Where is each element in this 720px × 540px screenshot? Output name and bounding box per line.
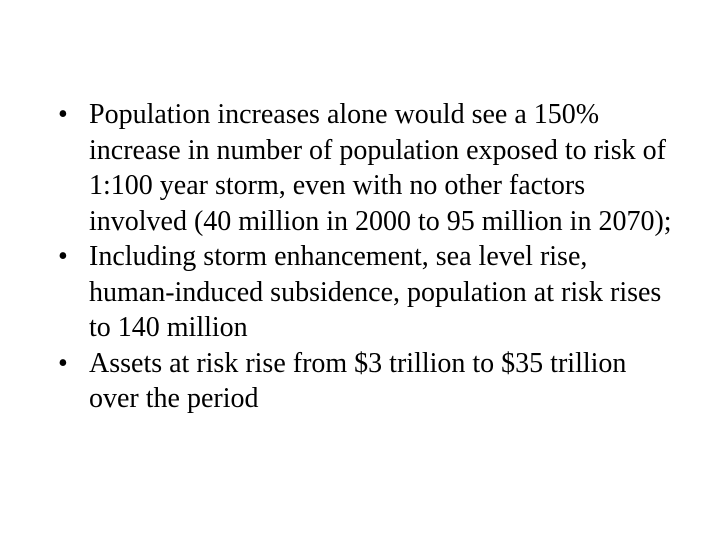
bullet-text: Including storm enhancement, sea level rise, human-induced subsidence, population at risk rises to 140 million [89, 241, 662, 343]
bullet-list [58, 97, 678, 417]
bullet-dot-icon: • [58, 241, 68, 272]
bullet-item [58, 97, 678, 239]
bullet-dot-icon: • [58, 99, 68, 130]
bullet-dot-icon: • [58, 347, 68, 379]
bullet-item [58, 346, 678, 417]
bullet-text: Population increases alone would see a 150% increase in number of population exposed to risk of 1:100 year storm, even with no other factors involved (40 million in 2000 to 95 million in 2070); [89, 99, 672, 237]
bullet-item [58, 239, 678, 346]
bullet-text: Assets at risk rise from $3 trillion to $35 trillion over the period [89, 347, 627, 414]
